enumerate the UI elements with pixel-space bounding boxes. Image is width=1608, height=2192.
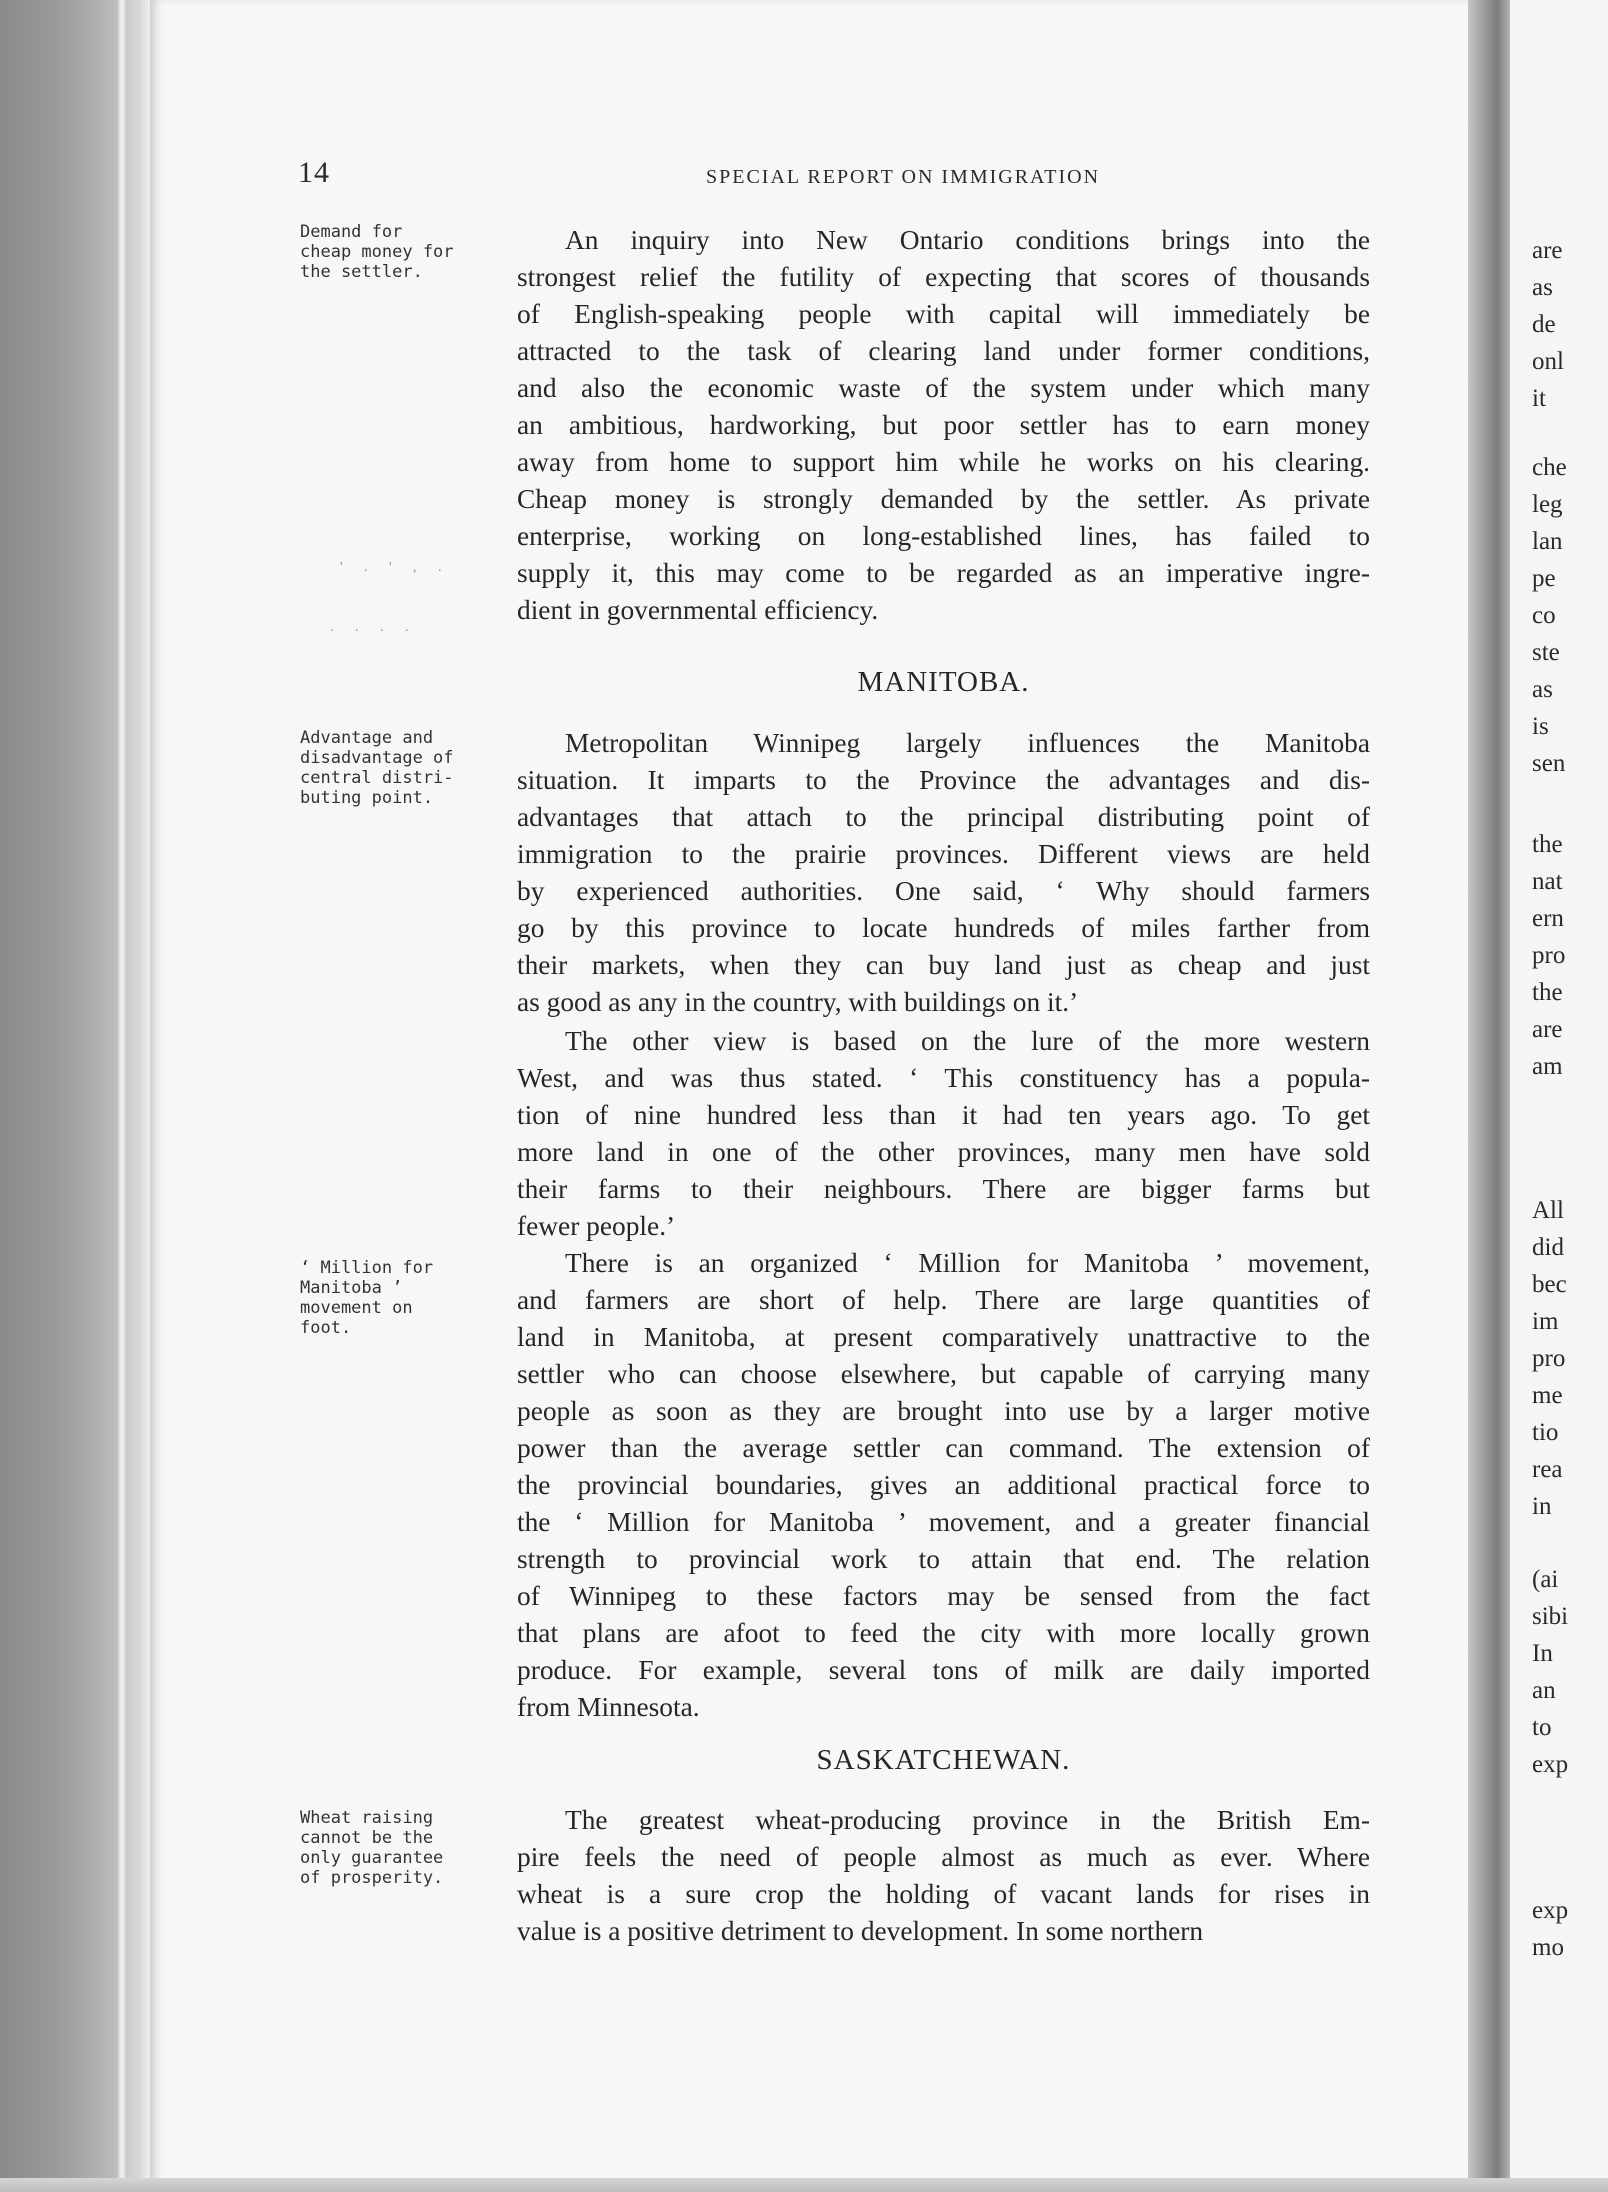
text-line: the provincial boundaries, gives an additional practical force to: [517, 1470, 1370, 1500]
sidenote-million-for-manitoba: ‘ Million for Manitoba ’ movement on foot.: [300, 1258, 434, 1338]
text-line: West, and was thus stated. ‘ This constituency has a popula-: [517, 1063, 1370, 1093]
facing-page-text-fragment: pro: [1532, 1345, 1566, 1372]
facing-page-text-fragment: mo: [1532, 1934, 1564, 1961]
sidenote-cheap-money: Demand for cheap money for the settler.: [300, 222, 454, 282]
facing-page-text-fragment: co: [1532, 602, 1556, 629]
facing-page-text-fragment: im: [1532, 1308, 1559, 1335]
facing-page-text-fragment: ern: [1532, 905, 1564, 932]
book-binding-edge: [0, 0, 150, 2192]
running-head: SPECIAL REPORT ON IMMIGRATION: [706, 166, 1101, 188]
facing-page-text-fragment: it: [1532, 385, 1546, 412]
text-line: of English-speaking people with capital will immediately be: [517, 299, 1370, 329]
facing-page-fragment: [1510, 0, 1608, 2192]
text-line: land in Manitoba, at present comparatively unattractive to the: [517, 1322, 1370, 1352]
facing-page-text-fragment: is: [1532, 713, 1549, 740]
paragraph-million-for-manitoba: [517, 1245, 1370, 1726]
section-heading-manitoba: MANITOBA.: [857, 666, 1030, 698]
facing-page-text-fragment: in: [1532, 1493, 1552, 1520]
text-line: enterprise, working on long-established lines, has failed to: [517, 521, 1370, 551]
text-line: advantages that attach to the principal distributing point of: [517, 802, 1370, 832]
text-line: Cheap money is strongly demanded by the settler. As private: [517, 484, 1370, 514]
facing-page-text-fragment: to: [1532, 1714, 1552, 1741]
facing-page-text-fragment: All: [1532, 1197, 1564, 1224]
facing-page-text-fragment: che: [1532, 454, 1567, 481]
page-number: 14: [298, 156, 330, 189]
text-line: supply it, this may come to be regarded as an imperative ingre-: [517, 558, 1370, 588]
facing-page-text-fragment: leg: [1532, 491, 1563, 518]
text-line: An inquiry into New Ontario conditions brings into the: [565, 225, 1370, 255]
facing-page-text-fragment: me: [1532, 1382, 1563, 1409]
section-heading-saskatchewan: SASKATCHEWAN.: [816, 1744, 1071, 1776]
facing-page-text-fragment: sen: [1532, 750, 1566, 777]
text-line: people as soon as they are brought into use by a larger motive: [517, 1396, 1370, 1426]
text-line: dient in governmental efficiency.: [517, 595, 879, 625]
sidenote-distributing-point: Advantage and disadvantage of central distri- buting point.: [300, 728, 454, 808]
text-line: as good as any in the country, with buildings on it.’: [517, 987, 1079, 1017]
text-line: by experienced authorities. One said, ‘ Why should farmers: [517, 876, 1370, 906]
facing-page-text-fragment: In: [1532, 1640, 1553, 1667]
facing-page-text-fragment: bec: [1532, 1271, 1567, 1298]
paragraph-wheat: [517, 1802, 1370, 1950]
facing-page-text-fragment: the: [1532, 831, 1563, 858]
facing-page-text-fragment: lan: [1532, 528, 1563, 555]
facing-page-text-fragment: as: [1532, 274, 1553, 301]
facing-page-text-fragment: pro: [1532, 942, 1566, 969]
text-line: an ambitious, hardworking, but poor settler has to earn money: [517, 410, 1370, 440]
facing-page-text-fragment: pe: [1532, 565, 1556, 592]
scan-specks: ' . ' , .: [340, 560, 451, 575]
text-line: go by this province to locate hundreds of miles farther from: [517, 913, 1370, 943]
facing-page-text-fragment: rea: [1532, 1456, 1563, 1483]
facing-page-text-fragment: (ai: [1532, 1566, 1559, 1593]
text-line: settler who can choose elsewhere, but capable of carrying many: [517, 1359, 1370, 1389]
text-line: tion of nine hundred less than it had ten years ago. To get: [517, 1100, 1370, 1130]
text-line: away from home to support him while he works on his clearing.: [517, 447, 1370, 477]
paragraph-new-ontario: [517, 222, 1370, 629]
text-line: pire feels the need of people almost as much as ever. Where: [517, 1842, 1370, 1872]
text-line: and also the economic waste of the system under which many: [517, 373, 1370, 403]
facing-page-text-fragment: tio: [1532, 1419, 1559, 1446]
facing-page-text-fragment: onl: [1532, 348, 1564, 375]
text-line: The greatest wheat-producing province in the British Em-: [565, 1805, 1370, 1835]
scan-specks: . . . .: [330, 620, 418, 635]
facing-page-text-fragment: nat: [1532, 868, 1563, 895]
text-line: and farmers are short of help. There are large quantities of: [517, 1285, 1370, 1315]
text-line: their markets, when they can buy land just as cheap and just: [517, 950, 1370, 980]
text-line: strength to provincial work to attain that end. The relation: [517, 1544, 1370, 1574]
facing-page-text-fragment: sibi: [1532, 1603, 1569, 1630]
text-line: produce. For example, several tons of milk are daily imported: [517, 1655, 1370, 1685]
paragraph-winnipeg: [517, 725, 1370, 1021]
text-line: their farms to their neighbours. There are bigger farms but: [517, 1174, 1370, 1204]
facing-page-text-fragment: exp: [1532, 1751, 1569, 1778]
facing-page-text-fragment: exp: [1532, 1897, 1569, 1924]
facing-page-text-fragment: am: [1532, 1053, 1563, 1080]
facing-page-text-fragment: de: [1532, 311, 1556, 338]
text-line: value is a positive detriment to development. In some northern: [517, 1916, 1204, 1946]
text-line: attracted to the task of clearing land under former conditions,: [517, 336, 1370, 366]
facing-page-text-fragment: as: [1532, 676, 1553, 703]
text-line: immigration to the prairie provinces. Different views are held: [517, 839, 1370, 869]
text-line: that plans are afoot to feed the city with more locally grown: [517, 1618, 1370, 1648]
text-line: strongest relief the futility of expecting that scores of thousands: [517, 262, 1370, 292]
text-line: more land in one of the other provinces, many men have sold: [517, 1137, 1370, 1167]
text-line: power than the average settler can command. The extension of: [517, 1433, 1370, 1463]
facing-page-text-fragment: the: [1532, 979, 1563, 1006]
text-line: situation. It imparts to the Province the advantages and dis-: [517, 765, 1370, 795]
text-line: from Minnesota.: [517, 1692, 700, 1722]
text-line: fewer people.’: [517, 1211, 676, 1241]
text-line: the ‘ Million for Manitoba ’ movement, and a greater financial: [517, 1507, 1370, 1537]
facing-page-text-fragment: are: [1532, 237, 1563, 264]
text-line: of Winnipeg to these factors may be sensed from the fact: [517, 1581, 1370, 1611]
scan-bottom-edge: [0, 2178, 1608, 2192]
page-gutter-shadow: [1468, 0, 1510, 2192]
facing-page-text-fragment: did: [1532, 1234, 1564, 1261]
sidenote-wheat-raising: Wheat raising cannot be the only guarantee of prosperity.: [300, 1808, 444, 1888]
facing-page-text-fragment: an: [1532, 1677, 1556, 1704]
text-line: There is an organized ‘ Million for Manitoba ’ movement,: [565, 1248, 1370, 1278]
text-line: The other view is based on the lure of the more western: [565, 1026, 1370, 1056]
facing-page-text-fragment: ste: [1532, 639, 1560, 666]
text-line: Metropolitan Winnipeg largely influences the Manitoba: [565, 728, 1370, 758]
facing-page-text-fragment: are: [1532, 1016, 1563, 1043]
text-line: wheat is a sure crop the holding of vacant lands for rises in: [517, 1879, 1370, 1909]
paragraph-other-view: [517, 1023, 1370, 1245]
